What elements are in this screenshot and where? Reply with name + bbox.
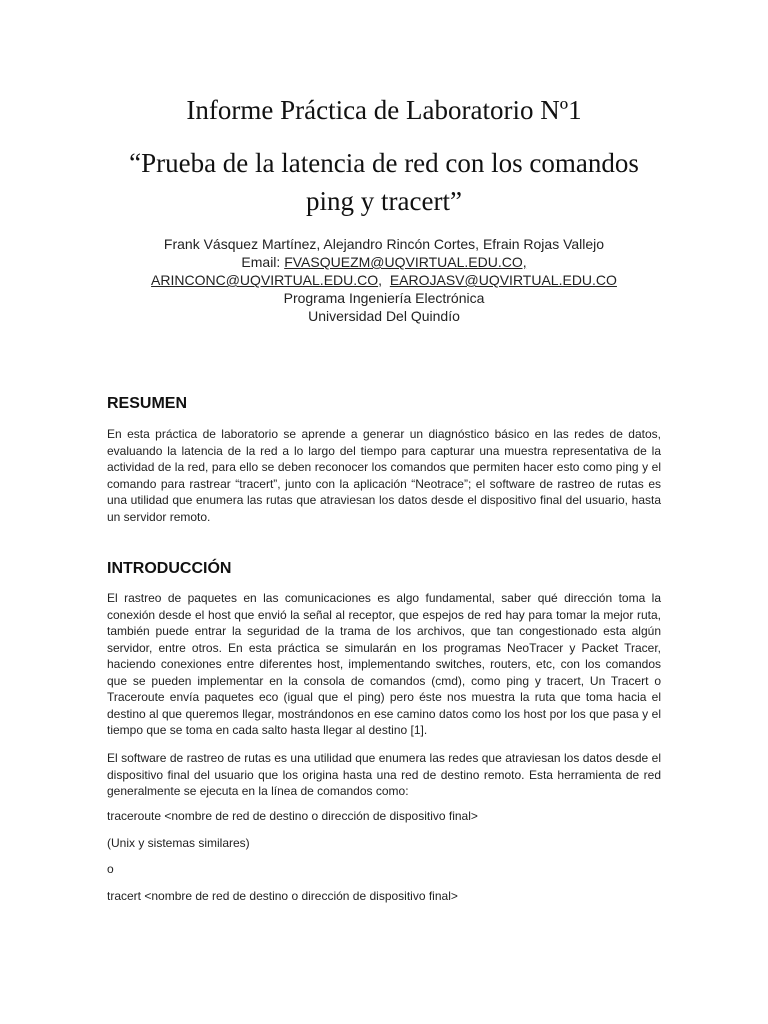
or-separator: o bbox=[107, 862, 114, 876]
introduccion-paragraph-2: El software de rastreo de rutas es una utilidad que enumera las redes que atraviesan los datos desde el dispositivo final del usuario que los origina hasta una red de destino remoto. Esta herramienta de red generalmente se ejecuta en la línea de comandos como: bbox=[107, 751, 661, 798]
email-label: Email: bbox=[241, 254, 285, 270]
program-name: Programa Ingeniería Electrónica bbox=[283, 290, 485, 306]
introduccion-paragraph-1: El rastreo de paquetes en las comunicaciones es algo fundamental, saber qué dirección toma la conexión desde el host que envió la señal al receptor, que espejos de red hay para tomar la mejor ruta, también puede entrar la seguridad de la trama de los archivos, que tan congestionado esta algún servidor, entre otros. En esta práctica se simularán en los programas NeoTracer y Packet Tracer, haciendo conexiones entre diferentes host, implementando switches, routers, etc, con los comandos que se pueden implementar en la consola de comandos (cmd), como ping y tracert, Un Tracert o Traceroute envía paquetes eco (igual que el ping) pero éste nos muestra la ruta que toma hacia el destino al que queremos llegar, mostrándonos en ese camino datos como los host por los que pasa y el tiempo que se toma en cada salto hasta llegar al destino [1]. bbox=[107, 591, 661, 737]
report-subtitle-line2: ping y tracert” bbox=[306, 186, 462, 216]
author-names: Frank Vásquez Martínez, Alejandro Rincón Cortes, Efrain Rojas Vallejo bbox=[163, 236, 605, 252]
email-link-fvasquezm[interactable]: FVASQUEZM@UQVIRTUAL.EDU.CO, bbox=[284, 254, 527, 270]
introduccion-heading: INTRODUCCIÓN bbox=[107, 560, 232, 577]
email-line-2: ARINCONC@UQVIRTUAL.EDU.CO, EAROJASV@UQVIRTUAL.EDU.CO bbox=[151, 272, 617, 288]
traceroute-note: (Unix y sistemas similares) bbox=[107, 836, 250, 850]
report-subtitle-line1: “Prueba de la latencia de red con los comandos bbox=[129, 148, 639, 178]
university-name: Universidad Del Quindío bbox=[308, 308, 460, 324]
email-link-arinconc[interactable]: ARINCONC@UQVIRTUAL.EDU.CO bbox=[151, 272, 379, 288]
author-block bbox=[0, 235, 768, 325]
email-link-earojasv[interactable]: EAROJASV@UQVIRTUAL.EDU.CO bbox=[389, 272, 617, 288]
email-line bbox=[0, 253, 768, 271]
resumen-heading: RESUMEN bbox=[107, 395, 188, 412]
tracert-command: tracert <nombre de red de destino o dirección de dispositivo final> bbox=[107, 889, 458, 903]
report-title: Informe Práctica de Laboratorio Nº1 bbox=[186, 95, 582, 125]
resumen-paragraph: En esta práctica de laboratorio se aprende a generar un diagnóstico básico en las redes de datos, evaluando la latencia de la red a lo largo del tiempo para capturar una muestra representativa de la actividad de la red, para ello se deben reconocer los comandos que permiten hacer esto como ping y el comando para rastrear “tracert”, junto con la aplicación “Neotrace”; el software de rastreo de rutas es una utilidad que enumera las rutas que atraviesan los datos desde el dispositivo final del usuario, hasta un servidor remoto. bbox=[107, 427, 661, 524]
traceroute-command: traceroute <nombre de red de destino o dirección de dispositivo final> bbox=[107, 809, 478, 823]
